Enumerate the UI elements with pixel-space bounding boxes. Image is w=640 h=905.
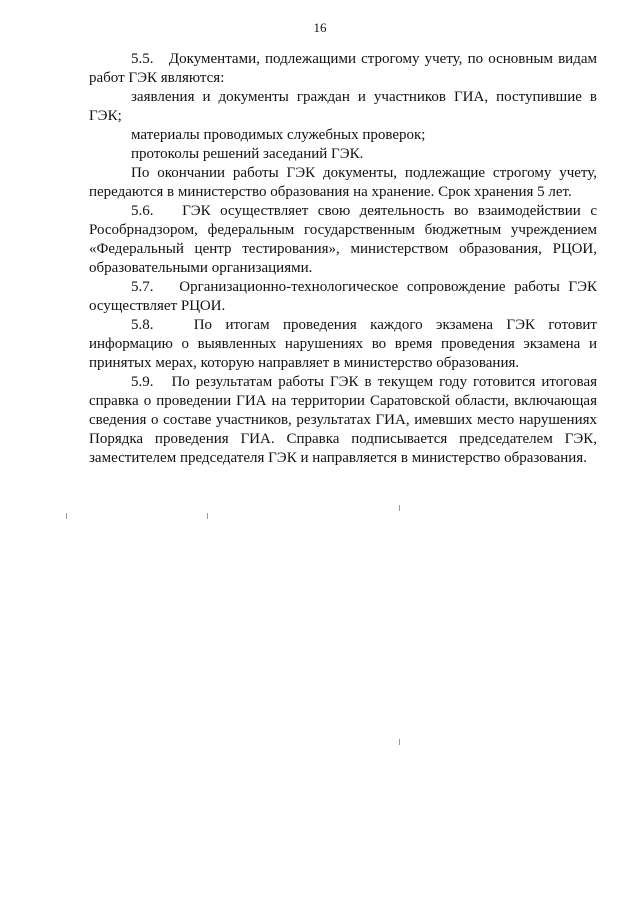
paragraph-5-7: 5.7. Организационно-технологическое сопровождение работы ГЭК осуществляет РЦОИ. xyxy=(89,279,597,314)
document-body xyxy=(89,50,597,468)
page-number: 16 xyxy=(313,20,327,35)
paragraph-5-9: 5.9. По результатам работы ГЭК в текущем году готовится итоговая справка о проведении ГИА на территории Саратовской области, включающая сведения о составе участников, результатах ГИА, имевших место нарушениях Порядка проведения ГИА. Справка подписывается председателем ГЭК, заместителем председателя ГЭК и направляется в министерство образования. xyxy=(89,374,597,466)
paragraph-5-8: 5.8. По итогам проведения каждого экзамена ГЭК готовит информацию о выявленных нарушениях во время проведения экзамена и принятых мерах, которую направляет в министерство образования. xyxy=(89,317,597,371)
paragraph-5-5: 5.5. Документами, подлежащими строгому учету, по основным видам работ ГЭК являются: xyxy=(89,51,597,86)
scan-artifact-mark xyxy=(399,739,400,745)
paragraph-storage: По окончании работы ГЭК документы, подлежащие строгому учету, передаются в министерство образования на хранение. Срок хранения 5 лет. xyxy=(89,165,597,200)
paragraph-5-6: 5.6. ГЭК осуществляет свою деятельность во взаимодействии с Рособрнадзором, федеральным государственным бюджетным учреждением «Федеральный центр тестирования», министерством образования, РЦОИ, образовательными организациями. xyxy=(89,203,597,276)
list-item-inspections: материалы проводимых служебных проверок; xyxy=(131,127,426,143)
scan-artifact-mark xyxy=(399,505,400,511)
list-item-protocols: протоколы решений заседаний ГЭК. xyxy=(131,146,364,162)
list-item-applications: заявления и документы граждан и участников ГИА, поступившие в ГЭК; xyxy=(89,89,597,124)
scan-artifact-mark xyxy=(66,513,67,519)
scan-artifact-mark xyxy=(207,513,208,519)
